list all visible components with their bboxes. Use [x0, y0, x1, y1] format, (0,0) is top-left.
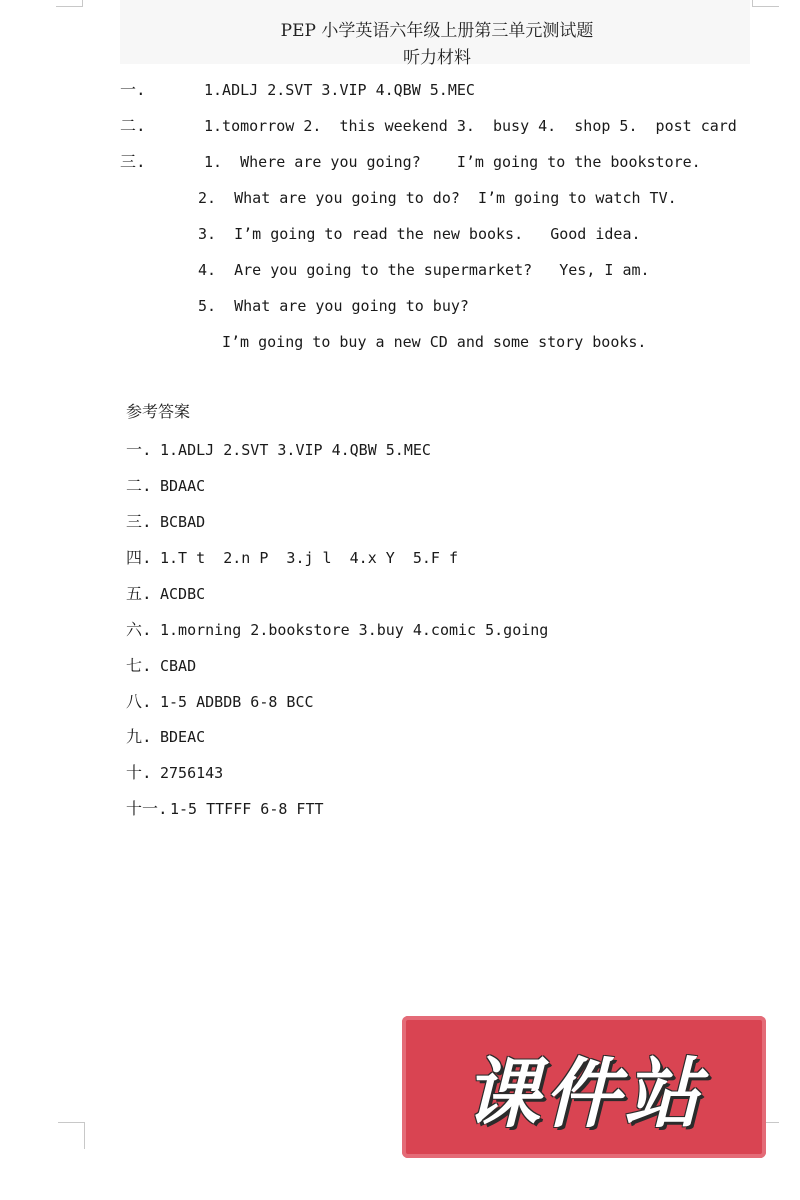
answer-number: 九. — [126, 727, 152, 746]
listening-line: I’m going to buy a new CD and some story books. — [222, 333, 647, 351]
answer-line: 1.T t 2.n P 3.j l 4.x Y 5.F f — [160, 549, 459, 567]
answer-line: 1.ADLJ 2.SVT 3.VIP 4.QBW 5.MEC — [160, 441, 431, 459]
answer-line: ACDBC — [160, 585, 206, 603]
answer-line: CBAD — [160, 657, 197, 675]
listening-line: 1.ADLJ 2.SVT 3.VIP 4.QBW 5.MEC — [204, 81, 475, 99]
document-title: PEP 小学英语六年级上册第三单元测试题 — [280, 21, 594, 41]
page-corner-mark — [56, 0, 83, 7]
section-number: 二. — [120, 116, 146, 135]
watermark-text: 课件站 — [464, 1048, 704, 1138]
document-subtitle: 听力材料 — [403, 48, 471, 68]
listening-line: 3. I’m going to read the new books. Good idea. — [198, 225, 641, 243]
answer-line: BDEAC — [160, 728, 206, 746]
answer-number: 二. — [126, 476, 152, 495]
answer-line: BCBAD — [160, 513, 206, 531]
answer-number: 三. — [126, 512, 152, 531]
listening-line: 1. Where are you going? I’m going to the bookstore. — [204, 153, 701, 171]
answer-line: 1.morning 2.bookstore 3.buy 4.comic 5.going — [160, 621, 549, 639]
answers-heading: 参考答案 — [126, 402, 191, 421]
answer-number: 四. — [126, 548, 152, 567]
answer-number: 一. — [126, 440, 152, 459]
listening-line: 5. What are you going to buy? — [198, 297, 469, 315]
answer-number: 七. — [126, 656, 152, 675]
listening-line: 2. What are you going to do? I’m going to watch TV. — [198, 189, 677, 207]
answer-number: 十. — [126, 763, 152, 782]
answer-number: 六. — [126, 620, 152, 639]
answer-number: 五. — [126, 584, 152, 603]
answer-number: 八. — [126, 692, 152, 711]
section-number: 一. — [120, 80, 146, 99]
section-number: 三. — [120, 152, 146, 171]
listening-line: 1.tomorrow 2. this weekend 3. busy 4. shop 5. post card — [204, 117, 737, 135]
watermark-stamp — [402, 1016, 766, 1158]
page-corner-mark — [58, 1122, 85, 1149]
listening-line: 4. Are you going to the supermarket? Yes, I am. — [198, 261, 650, 279]
answer-line: 1-5 TTFFF 6-8 FTT — [170, 800, 324, 818]
answer-line: BDAAC — [160, 477, 206, 495]
page-corner-mark — [752, 0, 779, 7]
answer-line: 2756143 — [160, 764, 224, 782]
answer-line: 1-5 ADBDB 6-8 BCC — [160, 693, 314, 711]
answer-number: 十一. — [126, 799, 168, 818]
